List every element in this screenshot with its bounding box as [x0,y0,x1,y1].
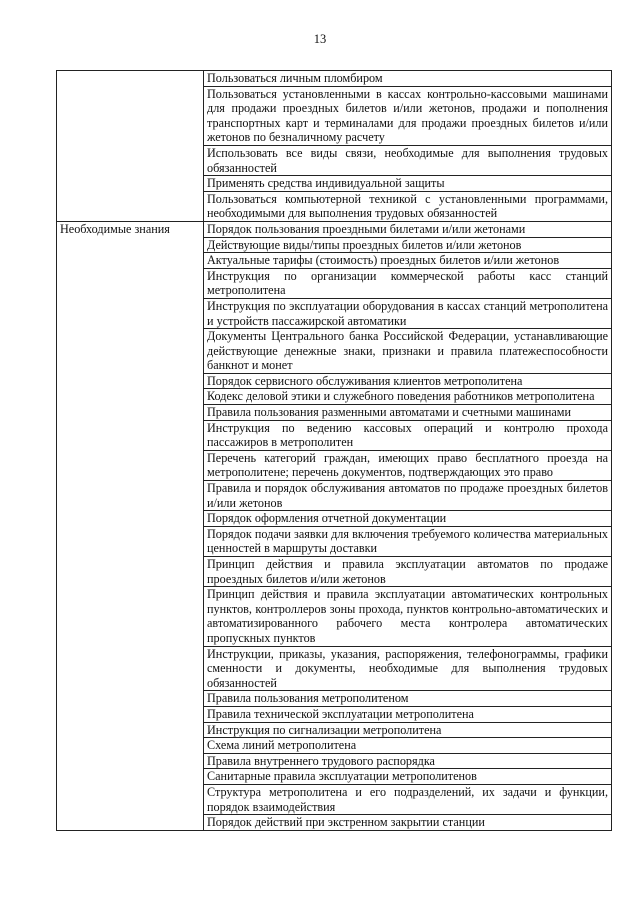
table-cell-item: Инструкция по сигнализации метрополитена [204,722,612,738]
table-cell-item: Применять средства индивидуальной защиты [204,176,612,192]
table-cell-item: Порядок оформления отчетной документации [204,511,612,527]
page-number: 13 [313,32,327,46]
section-label [57,71,204,222]
table-cell-item: Правила пользования метрополитеном [204,691,612,707]
table-cell-item: Кодекс деловой этики и служебного поведения работников метрополитена [204,389,612,405]
table-cell-item: Порядок действий при экстренном закрытии станции [204,815,612,831]
table-cell-item: Принцип действия и правила эксплуатации автоматов по продаже проездных билетов и/или жетонов [204,557,612,587]
table-cell-item: Правила и порядок обслуживания автоматов по продаже проездных билетов и/или жетонов [204,481,612,511]
table-cell-item: Принцип действия и правила эксплуатации автоматических контрольных пунктов, контроллеров зоны прохода, пунктов контрольно-автоматических и автоматизированного рабочего места контролера автоматических пропускных пунктов [204,587,612,646]
table-cell-item: Пользоваться личным пломбиром [204,71,612,87]
table-cell-item: Порядок сервисного обслуживания клиентов метрополитена [204,373,612,389]
table-cell-item: Пользоваться установленными в кассах контрольно-кассовыми машинами для продажи проездных билетов и/или жетонов, продажи и пополнения транспортных карт и терминалами для продажи проездных билетов и/или жетонов по безналичному расчету [204,86,612,145]
table-cell-item: Инструкция по эксплуатации оборудования в кассах станций метрополитена и устройств пассажирской автоматики [204,298,612,328]
table-row [57,71,612,87]
table-cell-item: Документы Центрального банка Российской Федерации, устанавливающие действующие денежные знаки, признаки и правила платежеспособности банкнот и монет [204,329,612,374]
section-label: Необходимые знания [57,221,204,830]
table-cell-item: Порядок подачи заявки для включения требуемого количества материальных ценностей в маршруты доставки [204,526,612,556]
table-cell-item: Пользоваться компьютерной техникой с установленными программами, необходимыми для выполнения трудовых обязанностей [204,191,612,221]
table-row [57,221,612,237]
table-cell-item: Правила технической эксплуатации метрополитена [204,706,612,722]
table-cell-item: Действующие виды/типы проездных билетов и/или жетонов [204,237,612,253]
table-cell-item: Схема линий метрополитена [204,738,612,754]
table-cell-item: Инструкция по ведению кассовых операций и контролю прохода пассажиров в метрополитен [204,420,612,450]
table-cell-item: Порядок пользования проездными билетами и/или жетонами [204,221,612,237]
table-cell-item: Структура метрополитена и его подразделений, их задачи и функции, порядок взаимодействия [204,784,612,814]
table-cell-item: Инструкции, приказы, указания, распоряжения, телефонограммы, графики сменности и документы, необходимые для выполнения трудовых обязанностей [204,646,612,691]
table-cell-item: Актуальные тарифы (стоимость) проездных билетов и/или жетонов [204,253,612,269]
requirements-table-body [57,71,612,831]
table-cell-item: Правила пользования разменными автоматами и счетными машинами [204,405,612,421]
requirements-table [56,70,612,831]
table-cell-item: Санитарные правила эксплуатации метрополитенов [204,769,612,785]
table-cell-item: Перечень категорий граждан, имеющих право бесплатного проезда на метрополитене; перечень документов, подтверждающих это право [204,450,612,480]
table-cell-item: Правила внутреннего трудового распорядка [204,753,612,769]
table-cell-item: Использовать все виды связи, необходимые для выполнения трудовых обязанностей [204,145,612,175]
table-cell-item: Инструкция по организации коммерческой работы касс станций метрополитена [204,268,612,298]
